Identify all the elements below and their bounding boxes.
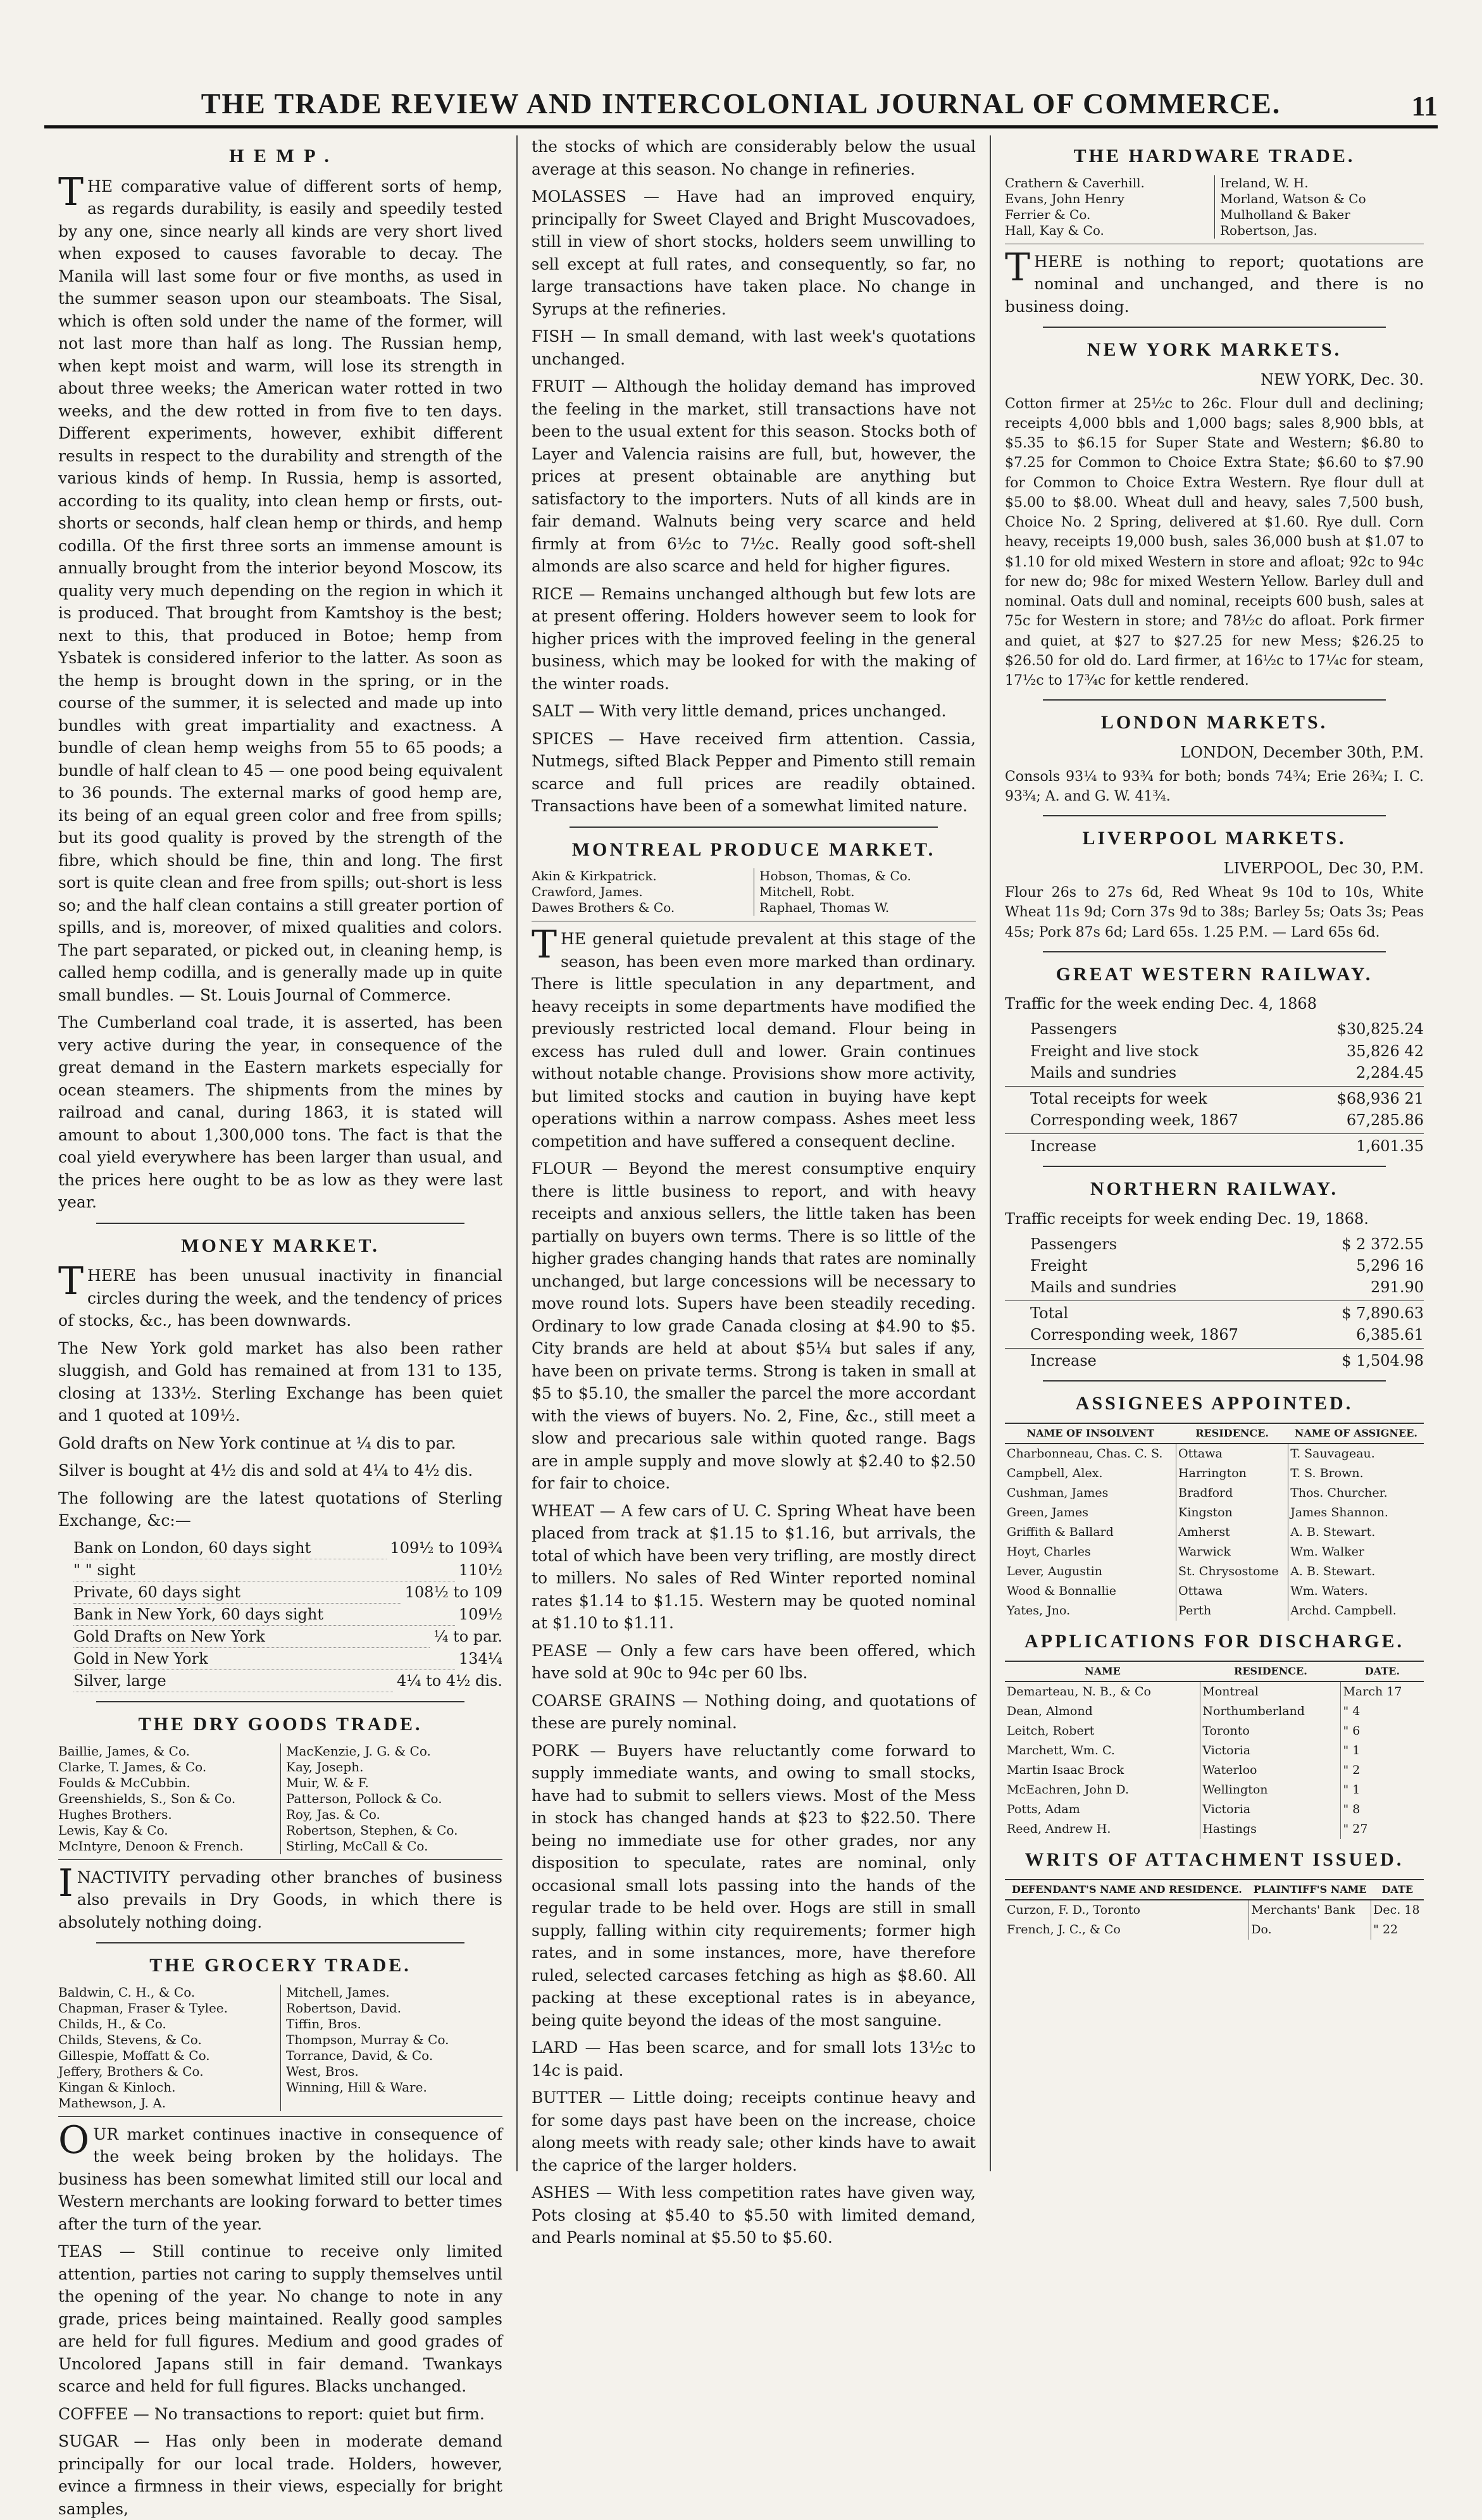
produce-lard: LARD — Has been scarce, and for small lots 13½c to 14c is paid. bbox=[532, 2038, 976, 2080]
northern-heading: NORTHERN RAILWAY. bbox=[1090, 1178, 1339, 1199]
masthead bbox=[44, 81, 1438, 128]
traffic-row: Mails and sundries 2,284.45 bbox=[1030, 1063, 1424, 1082]
liverpool-dateline: LIVERPOOL, Dec 30, P.M. bbox=[1223, 859, 1424, 878]
firms-right: MacKenzie, J. G. & Co. Kay, Joseph. Muir, W. & F. Patterson, Pollock & Co. Roy, Jas. & Co. Robertson, Stephen, & Co. Stirling, McCall & Co. bbox=[280, 1743, 502, 1854]
table-row: Campbell, Alex. Harrington T. S. Brown. bbox=[1005, 1464, 1424, 1483]
table-row: Wood & Bonnallie Ottawa Wm. Waters. bbox=[1005, 1581, 1424, 1601]
traffic-total: Total $ 7,890.63 bbox=[1005, 1301, 1424, 1324]
exchange-rates bbox=[58, 1537, 502, 1693]
table-row: Potts, Adam Victoria " 8 bbox=[1005, 1800, 1424, 1819]
column-2 bbox=[518, 135, 991, 2247]
table-row: Charbonneau, Chas. C. S. Ottawa T. Sauvageau. bbox=[1005, 1444, 1424, 1464]
rate-row: Bank in New York, 60 days sight 109½ bbox=[58, 1604, 502, 1626]
divider bbox=[1043, 1166, 1386, 1167]
hardware-heading: THE HARDWARE TRADE. bbox=[1073, 146, 1355, 166]
firms-right: Ireland, W. H. Morland, Watson & Co Mulholland & Baker Robertson, Jas. bbox=[1214, 175, 1424, 239]
grocery-fruit: FRUIT — Although the holiday demand has improved the feeling in the market, still transactions have not been to the usual extent for this season. Stocks both of Layer and Valencia raisins are full, but, however, the prices at present obtainable are anything but satisfactory to the importers. Nuts of all kinds are in fair demand. Walnuts being very scarce and held firmly at from 6½c to 7½c. Really good soft-shell almonds are also scarce and held for higher figures. bbox=[532, 377, 976, 575]
rate-row: " " sight 110½ bbox=[58, 1559, 502, 1581]
divider bbox=[96, 1701, 464, 1702]
coal-article: The Cumberland coal trade, it is asserted, has been very active during the year, in consequence of the great demand in the Eastern markets especially for ocean steamers. The shipments from the mines by railroad and canal, during 1863, it is stated will amount to about 1,300,000 tons. The fact is that the coal yield everywhere has been larger than usual, and the prices here ought to be as low as they were last year. bbox=[58, 1013, 502, 1212]
table-header: RESIDENCE. bbox=[1176, 1423, 1288, 1444]
money-p4: Silver is bought at 4½ dis and sold at 4¼ to 4½ dis. bbox=[58, 1461, 473, 1480]
page-number: 11 bbox=[1411, 90, 1438, 122]
gwr-table bbox=[1005, 1018, 1424, 1156]
grocery-heading: THE GROCERY TRADE. bbox=[149, 1955, 411, 1976]
produce-flour: FLOUR — Beyond the merest consumptive enquiry there is little business to report, and with heavy receipts and anxious sellers, the little taken has been partially on buyers own terms. There is so little of the higher grades changing hands that rates are nominally unchanged, but large concessions will be necessary to move round lots. Supers have been steadily receding. Ordinary to low grade Canada closing at $4.90 to $5. City brands are held at about $5¼ but sales if any, have been on private terms. Strong is taken in small at $5 to $5.10, the smaller the parcel the more accordant with the views of buyers. No. 2, Fine, &c., still meet a slow and precarious sale within quoted range. Bags are in ample supply and move slowly at $2.40 to $2.50 for fair to choice. bbox=[532, 1159, 976, 1493]
table-row: Lever, Augustin St. Chrysostome A. B. Stewart. bbox=[1005, 1562, 1424, 1581]
table-header: DEFENDANT'S NAME AND RESIDENCE. bbox=[1005, 1880, 1249, 1900]
divider bbox=[570, 826, 938, 828]
firms-left: Akin & Kirkpatrick. Crawford, James. Dawes Brothers & Co. bbox=[532, 868, 675, 916]
divider bbox=[96, 1223, 464, 1224]
northern-subtitle: Traffic receipts for week ending Dec. 19, 1868. bbox=[1005, 1209, 1369, 1228]
dry-goods-heading: THE DRY GOODS TRADE. bbox=[138, 1714, 423, 1735]
rate-row: Gold in New York 134¼ bbox=[58, 1648, 502, 1670]
money-p5: The following are the latest quotations of Sterling Exchange, &c:— bbox=[58, 1488, 502, 1530]
divider bbox=[1043, 1380, 1386, 1382]
firms-right: Mitchell, James. Robertson, David. Tiffin, Bros. Thompson, Murray & Co. Torrance, David, & Co. West, Bros. Winning, Hill & Ware. bbox=[280, 1985, 502, 2111]
hardware-firms bbox=[1005, 175, 1424, 244]
money-p2: The New York gold market has also been rather sluggish, and Gold has remained at from 131 to 135, closing at 133½. Sterling Exchange has been quiet and 1 quoted at 109½. bbox=[58, 1338, 502, 1425]
table-row: Green, James Kingston James Shannon. bbox=[1005, 1503, 1424, 1523]
grocery-molasses: MOLASSES — Have had an improved enquiry, principally for Sweet Clayed and Bright Muscovadoes, still in view of short stocks, holders seem unwilling to sell except at full rates, and consequently, so far, no large transactions have taken place. No change in Syrups at the refineries. bbox=[532, 187, 976, 318]
produce-heading: MONTREAL PRODUCE MARKET. bbox=[571, 839, 936, 860]
table-header: NAME OF ASSIGNEE. bbox=[1288, 1423, 1424, 1444]
london-body: Consols 93¼ to 93¾ for both; bonds 74¾; Erie 26¾; I. C. 93¾; A. and G. W. 41¾. bbox=[1005, 768, 1424, 805]
divider bbox=[1043, 815, 1386, 816]
traffic-row: Freight and live stock 35,826 42 bbox=[1030, 1042, 1424, 1060]
writs-heading: WRITS OF ATTACHMENT ISSUED. bbox=[1024, 1849, 1404, 1871]
rate-row: Silver, large 4¼ to 4½ dis. bbox=[58, 1670, 502, 1692]
grocery-firms bbox=[58, 1985, 502, 2117]
traffic-row: Mails and sundries 291.90 bbox=[1030, 1278, 1424, 1296]
hardware-body: THERE is nothing to report; quotations are nominal and unchanged, and there is no business doing. bbox=[1005, 245, 1424, 316]
table-header: NAME OF INSOLVENT bbox=[1005, 1423, 1176, 1444]
grocery-sugar: SUGAR — Has only been in moderate demand principally for our local trade. Holders, however, evince a firmness in their views, especially for bright samples, bbox=[58, 2432, 502, 2518]
london-dateline: LONDON, December 30th, P.M. bbox=[1180, 743, 1424, 761]
traffic-corresponding: Corresponding week, 1867 6,385.61 bbox=[1030, 1325, 1424, 1344]
gwr-heading: GREAT WESTERN RAILWAY. bbox=[1055, 963, 1373, 985]
produce-coarse-grains: COARSE GRAINS — Nothing doing, and quotations of these are purely nominal. bbox=[532, 1691, 976, 1733]
rate-row: Private, 60 days sight 108½ to 109 bbox=[58, 1581, 502, 1604]
table-row: Dean, Almond Northumberland " 4 bbox=[1005, 1702, 1424, 1721]
discharge-heading: APPLICATIONS FOR DISCHARGE. bbox=[1024, 1631, 1404, 1652]
table-row: Griffith & Ballard Amherst A. B. Stewart. bbox=[1005, 1523, 1424, 1542]
divider bbox=[1043, 951, 1386, 952]
rate-row: Gold Drafts on New York ¼ to par. bbox=[58, 1626, 502, 1648]
produce-pork: PORK — Buyers have reluctantly come forward to supply immediate wants, and owing to small stocks, have had to submit to sellers views. Most of the Mess in stock has changed hands at $23 to $22.50. There being no immediate use for other grades, nor any disposition to speculate, rates are nominal, only occasional small lots passing into the hands of the regular trade to be held over. Hogs are still in small supply, falling within city requirements; former high rates, and in some instances, more, have therefore ruled, selected carcases fetching as high as $8.60. All packing at these exceptional rates is in abeyance, being quite beyond the ideas of the most sanguine. bbox=[532, 1741, 976, 2030]
traffic-corresponding: Corresponding week, 1867 67,285.86 bbox=[1030, 1111, 1424, 1129]
firms-left: Baillie, James, & Co. Clarke, T. James, & Co. Foulds & McCubbin. Greenshields, S., Son & Co. Hughes Brothers. Lewis, Kay & Co. McIntyre, Denoon & French. bbox=[58, 1743, 244, 1854]
produce-firms bbox=[532, 868, 976, 921]
money-p1: THERE has been unusual inactivity in financial circles during the week, and the tendency of prices of stocks, &c., has been downwards. bbox=[58, 1259, 502, 1330]
dry-goods-body: INACTIVITY pervading other branches of business also prevails in Dry Goods, in which there is absolutely nothing doing. bbox=[58, 1861, 502, 1931]
traffic-total: Total receipts for week $68,936 21 bbox=[1005, 1086, 1424, 1109]
money-market-heading: MONEY MARKET. bbox=[181, 1235, 380, 1256]
traffic-row: Passengers $30,825.24 bbox=[1030, 1020, 1424, 1039]
table-row: Curzon, F. D., Toronto Merchants' Bank Dec. 18 bbox=[1005, 1900, 1424, 1920]
table-header: NAME bbox=[1005, 1661, 1200, 1682]
grocery-coffee: COFFEE — No transactions to report: quiet but firm. bbox=[58, 2404, 485, 2423]
produce-wheat: WHEAT — A few cars of U. C. Spring Wheat have been placed from track at $1.15 to $1.16, but arrivals, the total of which have been very trifling, are mostly direct to millers. No sales of Red Winter reported nominal rates $1.14 to $1.15. Western may be quoted nominal at $1.10 to $1.11. bbox=[532, 1501, 976, 1633]
assignees-heading: ASSIGNEES APPOINTED. bbox=[1075, 1393, 1354, 1414]
traffic-increase: Increase 1,601.35 bbox=[1005, 1133, 1424, 1157]
rate-row: Bank on London, 60 days sight 109½ to 109¾ bbox=[58, 1537, 502, 1559]
column-3 bbox=[991, 135, 1438, 2171]
newyork-body: Cotton firmer at 25½c to 26c. Flour dull and declining; receipts 4,000 bbls and 1,000 bags; sales 8,900 bbls, at $5.35 to $6.15 for Super State and Western; $6.80 to $7.25 for Common to Choice Extra State; $6.60 to $7.90 for Common to Choice Extra Western. Rye flour dull at $5.00 to $8.00. Wheat dull and heavy, sales 7,500 bush, Choice No. 2 Spring, delivered at $1.60. Rye dull. Corn heavy, receipts 19,000 bush, sales 36,000 bush at $1.07 to $1.10 for old mixed Western in store and afloat; 92c to 94c for new do; 98c for mixed Western Yellow. Barley dull and nominal. Oats dull and nominal, receipts 600 bush, sales at 75c for Western in store; and 78½c do afloat. Pork firmer and quiet, at $27 to $27.25 for new Mess; $26.25 to $26.50 for old do. Lard firmer, at 16½c to 17¼c for steam, 17½c to 17¾c for kettle rendered. bbox=[1005, 396, 1424, 689]
grocery-p1: OUR market continues inactive in consequence of the week being broken by the holidays. The business has been somewhat limited still our local and Western merchants are looking forward to better times after the turn of the year. bbox=[58, 2118, 502, 2233]
writs-table bbox=[1005, 1879, 1424, 1940]
grocery-salt: SALT — With very little demand, prices unchanged. bbox=[532, 702, 947, 720]
table-header: PLAINTIFF'S NAME bbox=[1249, 1880, 1371, 1900]
grocery-sugar-cont: the stocks of which are considerably below the usual average at this season. No change in refineries. bbox=[532, 137, 976, 178]
grocery-rice: RICE — Remains unchanged although but few lots are at present offering. Holders however seem to look for higher prices with the improved feeling in the general business, which may be looked for with the making of the winter roads. bbox=[532, 584, 976, 693]
gwr-subtitle: Traffic for the week ending Dec. 4, 1868 bbox=[1005, 995, 1317, 1013]
grocery-teas: TEAS — Still continue to receive only limited attention, parties not caring to supply themselves until the opening of the year. No change to note in any grade, prices being maintained. Really good samples are held for full figures. Medium and good grades of Uncolored Japans still in fair demand. Twankays scarce and held for full figures. Blacks unchanged. bbox=[58, 2242, 502, 2396]
newyork-dateline: NEW YORK, Dec. 30. bbox=[1261, 370, 1424, 389]
discharge-table bbox=[1005, 1661, 1424, 1839]
table-row: Reed, Andrew H. Hastings " 27 bbox=[1005, 1819, 1424, 1839]
money-p3: Gold drafts on New York continue at ¼ dis to par. bbox=[58, 1433, 456, 1452]
firms-left: Baldwin, C. H., & Co. Chapman, Fraser & Tylee. Childs, H., & Co. Childs, Stevens, & Co. Gillespie, Moffatt & Co. Jeffery, Brothers & Co. Kingan & Kinloch. Mathewson, J. A. bbox=[58, 1984, 228, 2111]
table-row: French, J. C., & Co Do. " 22 bbox=[1005, 1920, 1424, 1940]
produce-p1: THE general quietude prevalent at this stage of the season, has been even more marked than ordinary. There is little speculation in any department, and heavy receipts in some departments have modified the previously restricted local demand. Flour being in excess has ruled dull and lower. Grain continues without notable change. Provisions show more activity, but limited stocks and caution in buying have kept operations within a narrow compass. Ashes meet less competition and have suffered a consequent decline. bbox=[532, 923, 976, 1151]
table-row: Hoyt, Charles Warwick Wm. Walker bbox=[1005, 1542, 1424, 1562]
liverpool-heading: LIVERPOOL MARKETS. bbox=[1082, 828, 1347, 849]
table-header: RESIDENCE. bbox=[1200, 1661, 1341, 1682]
table-header: DATE bbox=[1371, 1880, 1424, 1900]
traffic-row: Freight 5,296 16 bbox=[1030, 1256, 1424, 1275]
dry-goods-firms bbox=[58, 1743, 502, 1860]
table-row: Yates, Jno. Perth Archd. Campbell. bbox=[1005, 1601, 1424, 1621]
grocery-spices: SPICES — Have received firm attention. Cassia, Nutmegs, sifted Black Pepper and Pimento still remain scarce and full prices are readily obtained. Transactions have been of a somewhat limited nature. bbox=[532, 729, 976, 815]
london-heading: LONDON MARKETS. bbox=[1100, 712, 1328, 733]
newyork-heading: NEW YORK MARKETS. bbox=[1087, 339, 1342, 361]
assignees-table bbox=[1005, 1423, 1424, 1621]
liverpool-body: Flour 26s to 27s 6d, Red Wheat 9s 10d to 10s, White Wheat 11s 9d; Corn 37s 9d to 38s; Barley 5s; Oats 3s; Peas 45s; Pork 87s 6d; Lard 65s. 1.25 P.M. — Lard 65s 6d. bbox=[1005, 885, 1424, 940]
page-title: THE TRADE REVIEW AND INTERCOLONIAL JOURNAL OF COMMERCE. bbox=[201, 87, 1281, 120]
divider bbox=[96, 1942, 464, 1943]
traffic-row: Passengers $ 2 372.55 bbox=[1030, 1235, 1424, 1253]
hemp-heading: H E M P . bbox=[229, 146, 332, 166]
columns bbox=[44, 135, 1438, 2518]
hemp-article: THE comparative value of different sorts of hemp, as regards durability, is easily and speedily tested by any one, since nearly all kinds are very short lived when exposed to causes favorable to decay. The Manila will last some four or five months, as used in the summer season upon our steamboats. The Sisal, which is often sold under the name of the former, will not last more than half as long. The Russian hemp, when kept moist and warm, will lose its strength in about three weeks; the American water rotted in two weeks, and the dew rotted in from five to ten days. Different experiments, however, exhibit different results in respect to the durability and strength of the various kinds of hemp. In Russia, hemp is assorted, according to its quality, into clean hemp or firsts, out-shorts or seconds, half clean hemp or thirds, and hemp codilla. Of the first three sorts an immense amount is annually brought from the interior beyond Moscow, its quality very much depending on the region in which it is produced. That brought from Kamtshoy is the best; next to this, that produced in Botoe; hemp from Ysbatek is considered inferior to the latter. As soon as the hemp is brought down in the spring, or in the course of the summer, it is selected and made up into bundles with great impartiality and exactness. A bundle of clean hemp weighs from 55 to 65 poods; a bundle of half clean to 45 — one pood being equivalent to 36 pounds. The external marks of good hemp are, its being of an equal green color and free from spills; but its good quality is proved by the strength of the fibre, which should be fine, thin and long. The first sort is quite clean and free from spills; out-short is less so; and the half clean contains a still greater portion of spills, and is, moreover, of mixed qualities and colors. The part separated, or picked out, in cleaning hemp, is called hemp codilla, and is generally made up in quite small bundles. — St. Louis Journal of Commerce. bbox=[58, 170, 502, 1004]
firms-right: Hobson, Thomas, & Co. Mitchell, Robt. Raphael, Thomas W. bbox=[754, 868, 976, 916]
table-row: Demarteau, N. B., & Co Montreal March 17 bbox=[1005, 1681, 1424, 1702]
northern-table bbox=[1005, 1233, 1424, 1371]
table-row: Cushman, James Bradford Thos. Churcher. bbox=[1005, 1483, 1424, 1503]
produce-ashes: ASHES — With less competition rates have given way, Pots closing at $5.40 to $5.50 with limited demand, and Pearls nominal at $5.50 to $5.60. bbox=[532, 2183, 976, 2247]
traffic-increase: Increase $ 1,504.98 bbox=[1005, 1348, 1424, 1371]
grocery-fish: FISH — In small demand, with last week's quotations unchanged. bbox=[532, 327, 976, 368]
table-row: McEachren, John D. Wellington " 1 bbox=[1005, 1780, 1424, 1800]
table-row: Marchett, Wm. C. Victoria " 1 bbox=[1005, 1741, 1424, 1761]
firms-left: Crathern & Caverhill. Evans, John Henry Ferrier & Co. Hall, Kay & Co. bbox=[1005, 175, 1145, 238]
column-1 bbox=[44, 135, 518, 2518]
divider bbox=[1043, 327, 1386, 328]
table-row: Leitch, Robert Toronto " 6 bbox=[1005, 1721, 1424, 1741]
divider bbox=[1043, 699, 1386, 701]
table-row: Martin Isaac Brock Waterloo " 2 bbox=[1005, 1761, 1424, 1780]
table-header: DATE. bbox=[1341, 1661, 1424, 1682]
produce-butter: BUTTER — Little doing; receipts continue heavy and for some days past have been on the increase, choice along meets with ready sale; other kinds have to await the caprice of the larger holders. bbox=[532, 2088, 976, 2174]
produce-pease: PEASE — Only a few cars have been offered, which have sold at 90c to 94c per 60 lbs. bbox=[532, 1641, 976, 1683]
